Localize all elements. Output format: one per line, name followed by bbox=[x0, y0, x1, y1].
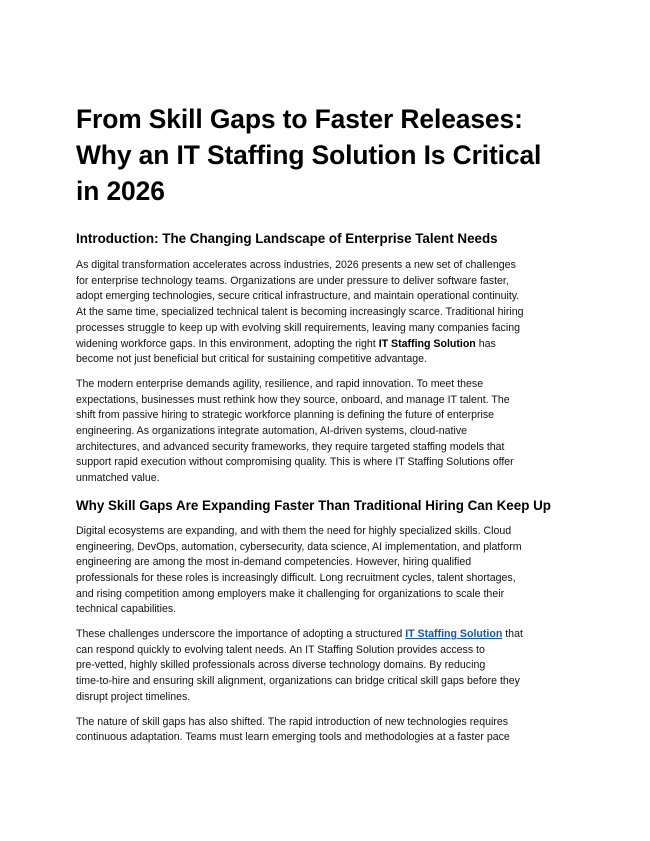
paragraph-line bbox=[76, 337, 576, 353]
paragraph-line: The nature of skill gaps has also shifted. The rapid introduction of new technologies requires bbox=[76, 715, 509, 728]
paragraph-line: professionals for these roles is increasingly difficult. Long recruitment cycles, talent shortages, bbox=[76, 571, 516, 584]
paragraph-line: expectations, businesses must rethink how they source, onboard, and manage IT talent. The bbox=[76, 393, 510, 406]
paragraph-text: widening workforce gaps. In this environment, adopting the right bbox=[76, 337, 379, 350]
paragraph-line bbox=[76, 627, 576, 643]
paragraph-skill-gaps-1 bbox=[76, 524, 576, 618]
paragraph-line: and rising competition among employers make it challenging for organizations to scale their bbox=[76, 587, 505, 600]
paragraph-line: As digital transformation accelerates across industries, 2026 presents a new set of challenges bbox=[76, 259, 516, 271]
paragraph-line: The modern enterprise demands agility, resilience, and rapid innovation. To meet these bbox=[76, 377, 484, 390]
paragraph-line: engineering are among the most in-demand competencies. However, hiring qualified bbox=[76, 556, 472, 569]
paragraph-line: adopt emerging technologies, secure critical infrastructure, and maintain operational continuity. bbox=[76, 290, 520, 303]
paragraph-line: engineering. As organizations integrate automation, AI-driven systems, cloud-native bbox=[76, 425, 468, 438]
it-staffing-solution-link[interactable]: IT Staffing Solution bbox=[405, 628, 503, 641]
section-heading-skill-gaps: Why Skill Gaps Are Expanding Faster Than Traditional Hiring Can Keep Up bbox=[76, 497, 551, 513]
paragraph-line: continuous adaptation. Teams must learn emerging tools and methodologies at a faster pace bbox=[76, 731, 510, 744]
paragraph-line: disrupt project timelines. bbox=[76, 690, 191, 703]
paragraph-skill-gaps-2 bbox=[76, 627, 576, 706]
paragraph-line: pre-vetted, highly skilled professionals across diverse technology domains. By reducing bbox=[76, 659, 486, 672]
title-line: in 2026 bbox=[76, 176, 165, 206]
paragraph-text: that bbox=[502, 628, 523, 641]
document-title bbox=[76, 101, 576, 209]
paragraph-line: processes struggle to keep up with evolving skill requirements, leaving many companies facing bbox=[76, 321, 520, 334]
paragraph-line: become not just beneficial but critical for sustaining competitive advantage. bbox=[76, 353, 427, 366]
paragraph-line: technical capabilities. bbox=[76, 603, 177, 616]
title-line: From Skill Gaps to Faster Releases: bbox=[76, 104, 523, 134]
paragraph-line: for enterprise technology teams. Organizations are under pressure to deliver software faster, bbox=[76, 274, 509, 287]
paragraph-line: can respond quickly to evolving talent needs. An IT Staffing Solution provides access to bbox=[76, 643, 485, 656]
title-line: Why an IT Staffing Solution Is Critical bbox=[76, 140, 542, 170]
section-heading-introduction: Introduction: The Changing Landscape of Enterprise Talent Needs bbox=[76, 231, 498, 246]
paragraph-line: support rapid execution without compromising quality. This is where IT Staffing Solutions offer bbox=[76, 456, 514, 469]
document-content bbox=[76, 101, 576, 746]
paragraph-line: Digital ecosystems are expanding, and with them the need for highly specialized skills. Cloud bbox=[76, 524, 512, 537]
paragraph-line: architectures, and advanced security frameworks, they require targeted staffing models that bbox=[76, 440, 505, 453]
paragraph-line: At the same time, specialized technical talent is becoming increasingly scarce. Traditional hiring bbox=[76, 306, 524, 319]
paragraph-text: These challenges underscore the importance of adopting a structured bbox=[76, 628, 406, 641]
paragraph-text: has bbox=[475, 337, 496, 350]
paragraph-line: engineering, DevOps, automation, cybersecurity, data science, AI implementation, and platform bbox=[76, 540, 522, 553]
paragraph-line: time-to-hire and ensuring skill alignment, organizations can bridge critical skill gaps before they bbox=[76, 675, 520, 688]
paragraph-line: unmatched value. bbox=[76, 472, 160, 485]
paragraph-intro-2 bbox=[76, 377, 576, 487]
paragraph-line: shift from passive hiring to strategic workforce planning is defining the future of enterprise bbox=[76, 409, 495, 422]
bold-term: IT Staffing Solution bbox=[378, 337, 476, 350]
paragraph-skill-gaps-3 bbox=[76, 715, 576, 746]
paragraph-intro-1 bbox=[76, 258, 576, 368]
